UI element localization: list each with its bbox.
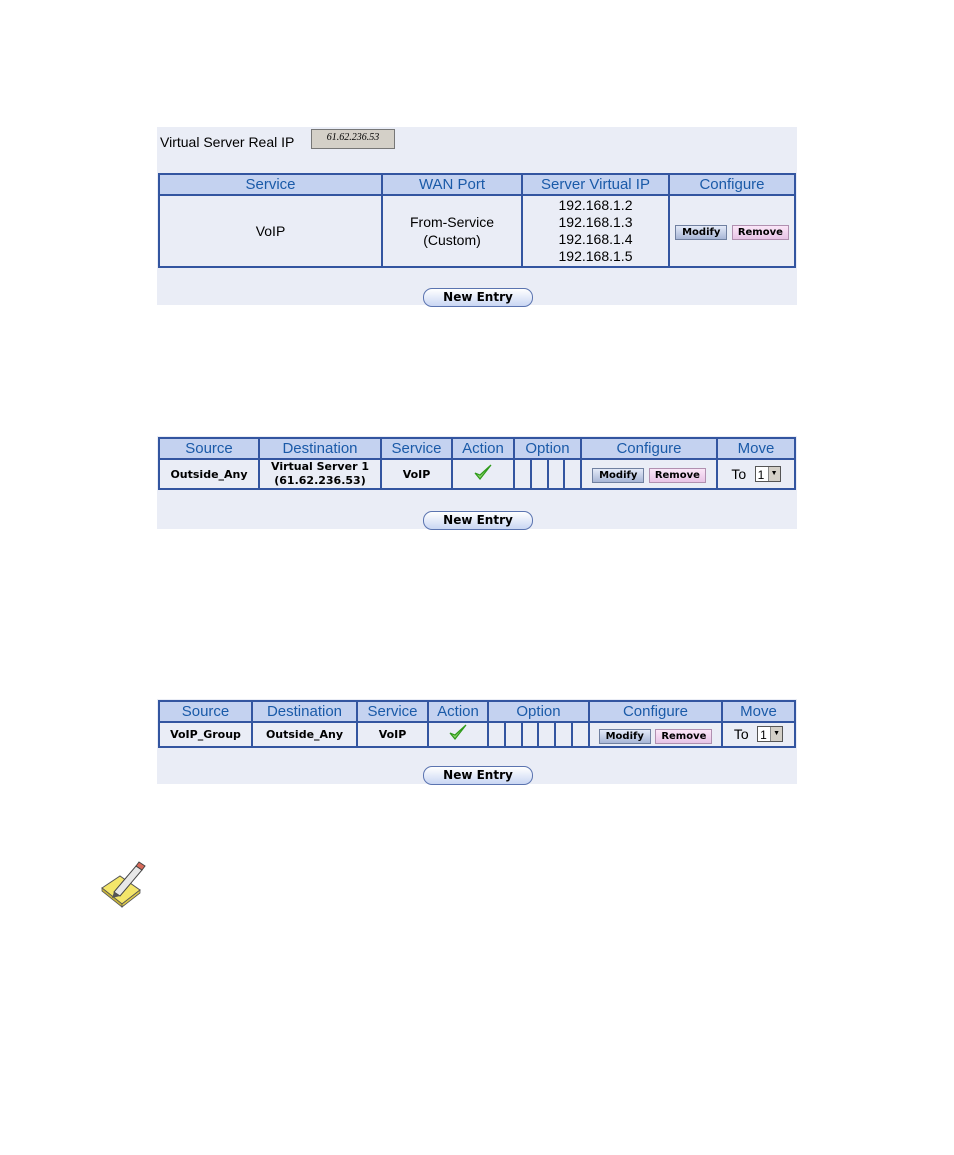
col-move: Move xyxy=(722,701,795,722)
wan-port-line2: (Custom) xyxy=(423,232,481,248)
table-row xyxy=(159,195,795,267)
move-to-label: To xyxy=(731,465,747,482)
source-cell: VoIP_Group xyxy=(159,722,252,747)
virtual-server-table xyxy=(158,173,796,268)
new-entry-button[interactable]: New Entry xyxy=(423,766,533,785)
remove-button[interactable]: Remove xyxy=(649,468,706,483)
virtual-server-panel xyxy=(157,127,797,305)
service-cell: VoIP xyxy=(357,722,428,747)
col-server-virtual-ip: Server Virtual IP xyxy=(522,174,669,195)
option-slot xyxy=(564,459,581,489)
remove-button[interactable]: Remove xyxy=(655,729,712,744)
option-slot xyxy=(548,459,565,489)
outbound-policy-table xyxy=(158,700,796,748)
chevron-down-icon[interactable]: ▼ xyxy=(768,467,780,481)
table-row xyxy=(159,459,795,489)
virtual-ip: 192.168.1.2 xyxy=(558,197,633,213)
inbound-policy-panel xyxy=(157,436,797,529)
move-cell xyxy=(722,722,795,747)
wan-port-cell xyxy=(382,195,522,267)
move-select-value: 1 xyxy=(760,728,767,743)
col-configure: Configure xyxy=(581,438,717,459)
col-configure: Configure xyxy=(669,174,795,195)
option-slot xyxy=(522,722,539,747)
modify-button[interactable]: Modify xyxy=(592,468,644,483)
col-option: Option xyxy=(514,438,581,459)
configure-cell xyxy=(589,722,722,747)
col-action: Action xyxy=(428,701,488,722)
option-slot xyxy=(531,459,548,489)
col-option: Option xyxy=(488,701,589,722)
inbound-policy-table xyxy=(158,437,796,490)
remove-button[interactable]: Remove xyxy=(732,225,789,240)
col-action: Action xyxy=(452,438,514,459)
option-slot xyxy=(505,722,522,747)
wan-port-line1: From-Service xyxy=(409,214,494,230)
virtual-ip: 192.168.1.3 xyxy=(558,214,633,230)
col-wan-port: WAN Port xyxy=(382,174,522,195)
virtual-ip: 192.168.1.5 xyxy=(558,248,633,264)
destination-line2: (61.62.236.53) xyxy=(274,474,366,487)
col-destination: Destination xyxy=(259,438,381,459)
chevron-down-icon[interactable]: ▼ xyxy=(770,727,782,741)
move-cell xyxy=(717,459,795,489)
source-cell: Outside_Any xyxy=(159,459,259,489)
option-slot xyxy=(514,459,531,489)
option-slot xyxy=(555,722,572,747)
table-header xyxy=(159,438,795,459)
new-entry-button[interactable]: New Entry xyxy=(423,511,533,530)
col-configure: Configure xyxy=(589,701,722,722)
outbound-policy-panel xyxy=(157,699,797,784)
virtual-ip-cell xyxy=(522,195,669,267)
table-header xyxy=(159,701,795,722)
col-source: Source xyxy=(159,438,259,459)
virtual-ip: 192.168.1.4 xyxy=(558,231,633,247)
real-ip-value: 61.62.236.53 xyxy=(311,129,395,149)
check-icon xyxy=(448,723,468,741)
new-entry-button[interactable]: New Entry xyxy=(423,288,533,307)
action-cell xyxy=(452,459,514,489)
check-icon xyxy=(473,463,493,481)
move-select[interactable] xyxy=(757,726,783,742)
col-source: Source xyxy=(159,701,252,722)
real-ip-label: Virtual Server Real IP xyxy=(160,134,295,150)
note-pencil-icon xyxy=(98,858,148,908)
option-slot xyxy=(572,722,589,747)
destination-line1: Virtual Server 1 xyxy=(271,460,369,473)
service-cell: VoIP xyxy=(159,195,382,267)
modify-button[interactable]: Modify xyxy=(675,225,727,240)
option-slot xyxy=(538,722,555,747)
col-service: Service xyxy=(381,438,452,459)
configure-cell xyxy=(669,195,795,267)
modify-button[interactable]: Modify xyxy=(599,729,651,744)
service-cell: VoIP xyxy=(381,459,452,489)
destination-cell xyxy=(259,459,381,489)
move-select[interactable] xyxy=(755,466,781,482)
move-select-value: 1 xyxy=(757,467,765,482)
col-move: Move xyxy=(717,438,795,459)
configure-cell xyxy=(581,459,717,489)
table-header xyxy=(159,174,795,195)
move-to-label: To xyxy=(733,726,749,743)
destination-cell: Outside_Any xyxy=(252,722,357,747)
action-cell xyxy=(428,722,488,747)
col-destination: Destination xyxy=(252,701,357,722)
col-service: Service xyxy=(357,701,428,722)
option-slot xyxy=(488,722,505,747)
table-row xyxy=(159,722,795,747)
col-service: Service xyxy=(159,174,382,195)
